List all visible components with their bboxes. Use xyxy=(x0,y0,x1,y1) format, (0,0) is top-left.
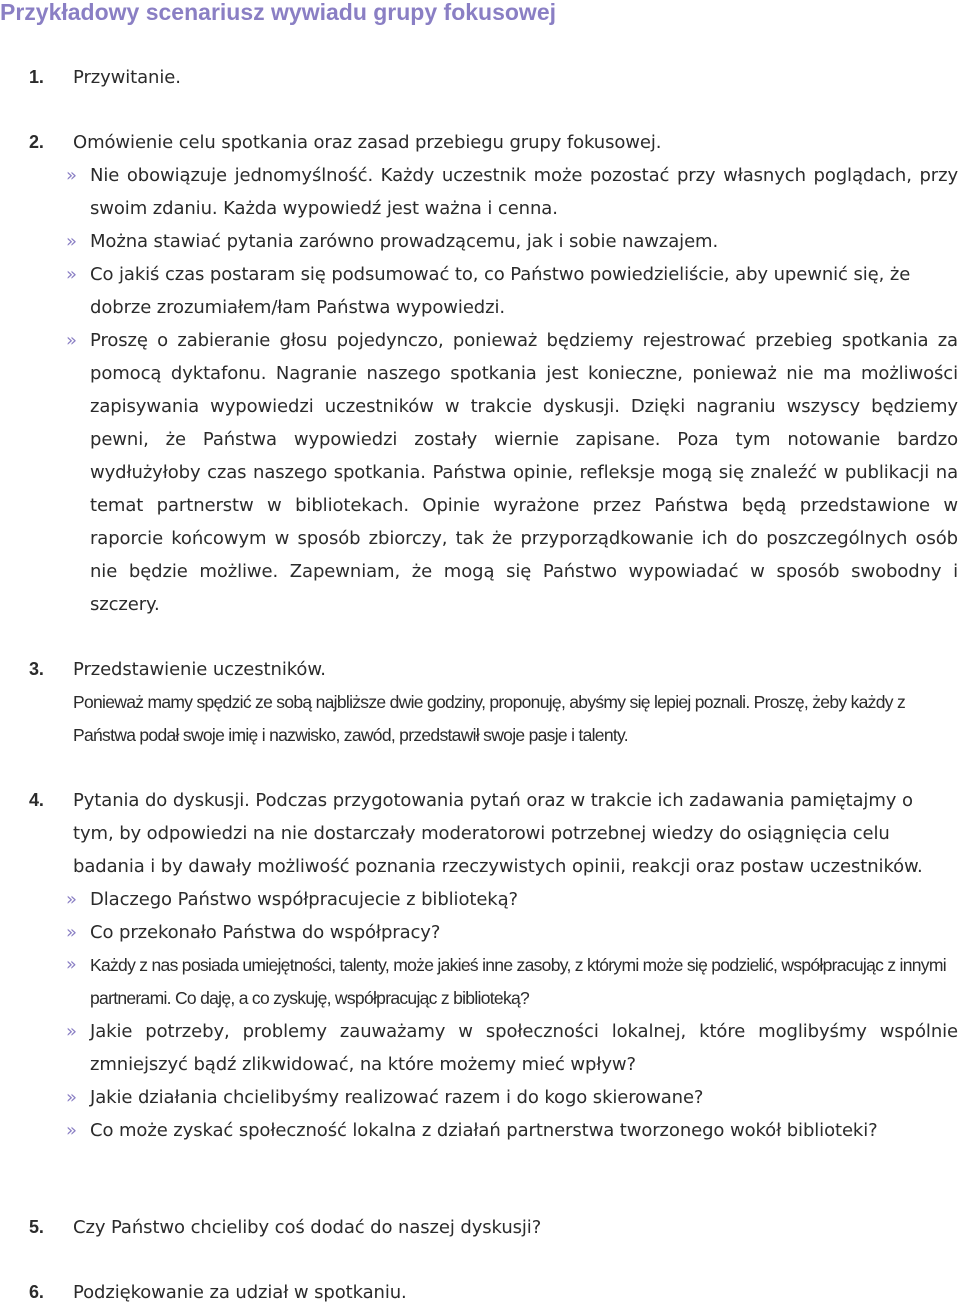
section-number: 1. xyxy=(29,67,44,87)
section-2 xyxy=(0,126,960,621)
section-heading: Przywitanie. xyxy=(73,67,181,88)
bullet-list xyxy=(73,883,958,1147)
section-heading: Czy Państwo chcieliby coś dodać do naszej dyskusji? xyxy=(73,1217,542,1238)
section-number: 2. xyxy=(29,132,44,152)
list-item: » Jakie działania chcielibyśmy realizować razem i do kogo skierowane? xyxy=(73,1081,958,1114)
section-heading: Omówienie celu spotkania oraz zasad przebiegu grupy fokusowej. xyxy=(73,132,662,153)
section-6 xyxy=(0,1276,960,1309)
section-paragraph: Ponieważ mamy spędzić ze sobą najbliższe dwie godziny, proponuję, abyśmy się lepiej poznali. Proszę, żeby każdy z Państwa podał swoje imię i nazwisko, zawód, przedstawił swoje pasje i talenty. xyxy=(73,692,906,745)
section-heading: Przedstawienie uczestników. xyxy=(73,659,326,680)
list-item: » Co przekonało Państwa do współpracy? xyxy=(73,916,958,949)
section-number: 6. xyxy=(29,1282,44,1302)
list-item: » Można stawiać pytania zarówno prowadzącemu, jak i sobie nawzajem. xyxy=(73,225,958,258)
list-item: » Proszę o zabieranie głosu pojedynczo, ponieważ będziemy rejestrować przebieg spotkania za pomocą dyktafonu. Nagranie naszego spotkania jest konieczne, ponieważ nie ma możliwości zapisywania wypowiedzi uczestników w trakcie dyskusji. Dzięki nagraniu wszyscy będziemy pewni, że Państwa wypowiedzi zostały wiernie zapisane. Poza tym notowanie bardzo wydłużyłoby czas naszego spotkania. Państwa opinie, refleksje mogą się znaleźć w publikacji na temat partnerstw w bibliotekach. Opinie wyrażone przez Państwa będą przedstawione w raporcie końcowym w sposób zbiorczy, tak że przyporządkowanie ich do poszczególnych osób nie będzie możliwe. Zapewniam, że mogą się Państwo wypowiadać w sposób swobodny i szczery. xyxy=(73,324,958,621)
section-heading: Podziękowanie za udział w spotkaniu. xyxy=(73,1282,407,1303)
bullet-list xyxy=(73,159,958,621)
list-item: » Każdy z nas posiada umiejętności, talenty, może jakieś inne zasoby, z którymi może się podzielić, współpracując z innymi partnerami. Co daję, a co zyskuję, współpracując z biblioteką? xyxy=(73,949,958,1015)
section-number: 5. xyxy=(29,1217,44,1237)
section-1 xyxy=(0,61,960,94)
section-number: 4. xyxy=(29,790,44,810)
document-title: Przykładowy scenariusz wywiadu grupy fokusowej xyxy=(0,0,556,25)
section-3 xyxy=(0,653,960,752)
list-item: » Dlaczego Państwo współpracujecie z biblioteką? xyxy=(73,883,958,916)
section-5 xyxy=(0,1211,960,1244)
list-item: » Jakie potrzeby, problemy zauważamy w społeczności lokalnej, które moglibyśmy wspólnie zmniejszyć bądź zlikwidować, na które możemy mieć wpływ? xyxy=(73,1015,958,1081)
list-item: » Nie obowiązuje jednomyślność. Każdy uczestnik może pozostać przy własnych poglądach, przy swoim zdaniu. Każda wypowiedź jest ważna i cenna. xyxy=(73,159,958,225)
section-4 xyxy=(0,784,960,1147)
section-heading: Pytania do dyskusji. Podczas przygotowania pytań oraz w trakcie ich zadawania pamiętajmy o tym, by odpowiedzi na nie dostarczały moderatorowi potrzebnej wiedzy do osiągnięcia celu badania i by dawały możliwość poznania rzeczywistych opinii, reakcji oraz postaw uczestników. xyxy=(73,790,923,877)
section-number: 3. xyxy=(29,659,44,679)
list-item: » Co może zyskać społeczność lokalna z działań partnerstwa tworzonego wokół biblioteki? xyxy=(73,1114,958,1147)
list-item: » Co jakiś czas postaram się podsumować to, co Państwo powiedzieliście, aby upewnić się, że dobrze zrozumiałem/łam Państwa wypowiedzi. xyxy=(73,258,958,324)
